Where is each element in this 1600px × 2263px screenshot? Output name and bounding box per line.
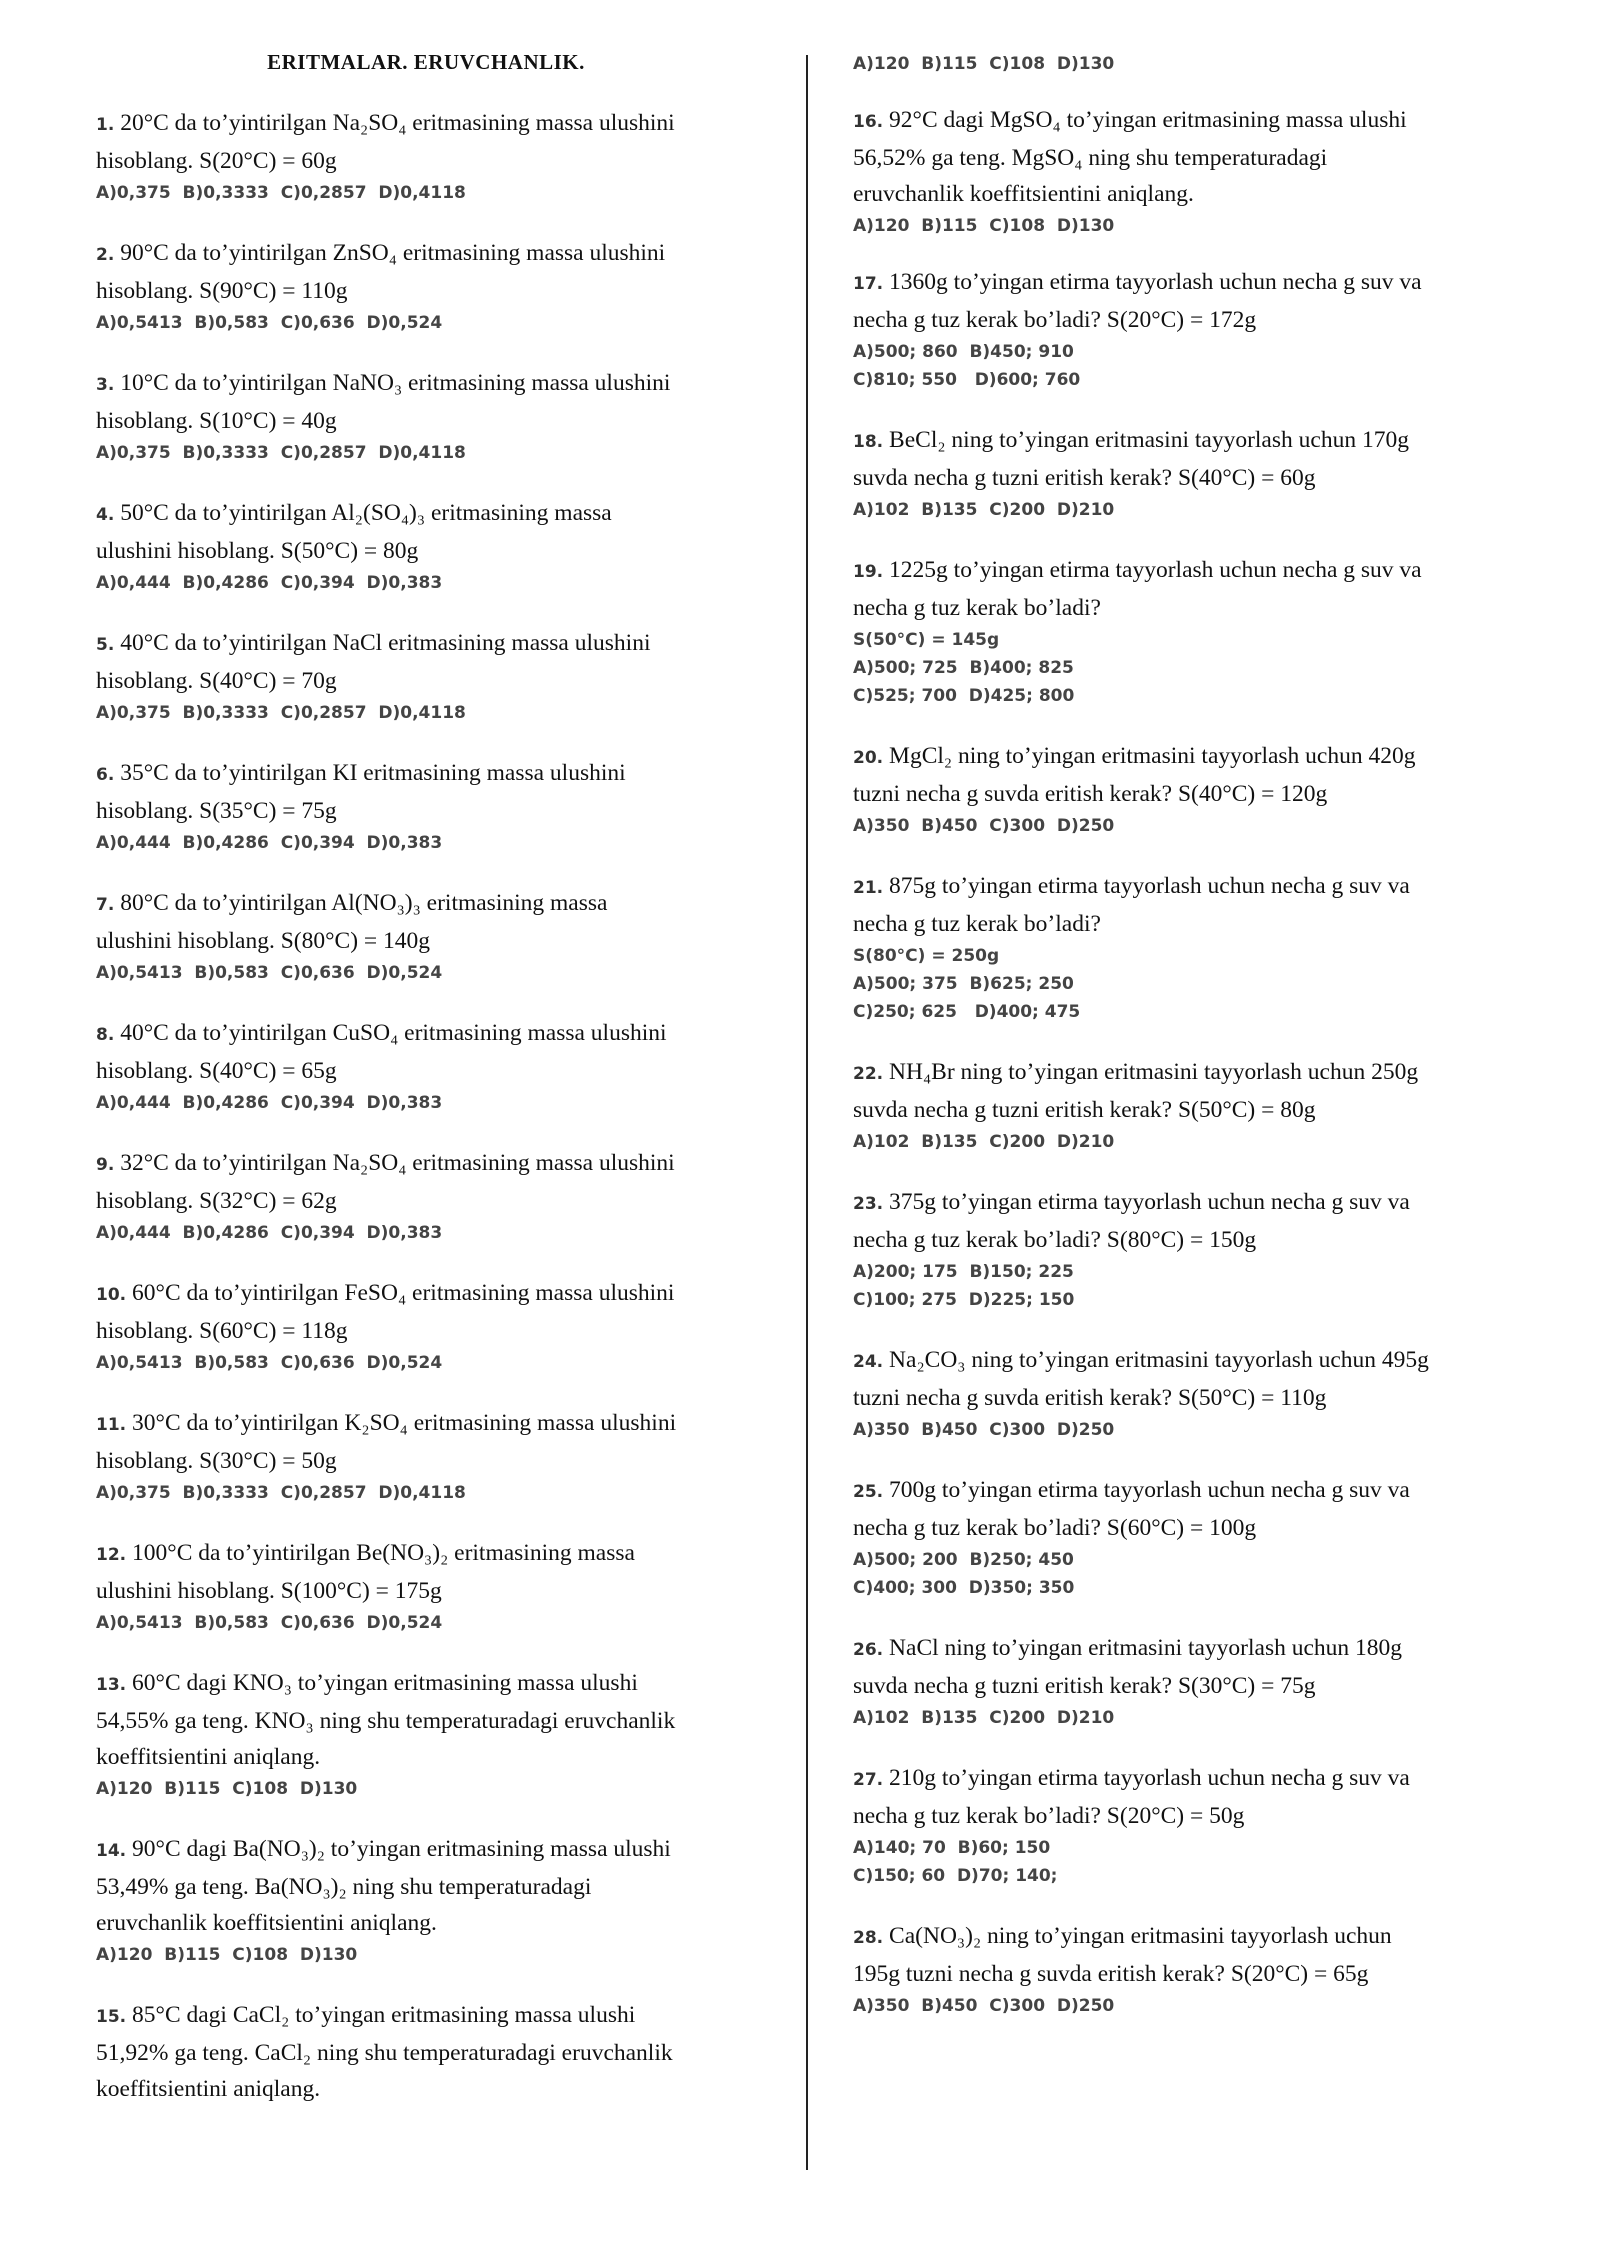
page-title: ERITMALAR. ERUVCHANLIK. (267, 50, 585, 74)
question-block (96, 885, 756, 987)
answer-options: A)0,5413 B)0,583 C)0,636 D)0,524 (96, 1613, 443, 1633)
question-line (853, 1054, 1523, 1092)
answer-options: A)120 B)115 C)108 D)130 (96, 1779, 358, 1799)
answer-options: C)100; 275 D)225; 150 (853, 1290, 1075, 1310)
question-line (96, 1183, 756, 1219)
question-block (96, 1145, 756, 1247)
answer-options: A)0,444 B)0,4286 C)0,394 D)0,383 (96, 1093, 443, 1113)
question-line (96, 105, 756, 143)
question-block (853, 1342, 1523, 1444)
question-line (96, 365, 756, 403)
answer-options: C)810; 550 D)600; 760 (853, 370, 1081, 390)
answer-options: A)0,5413 B)0,583 C)0,636 D)0,524 (96, 963, 443, 983)
question-number: 18. (853, 432, 890, 452)
question-line (853, 1184, 1523, 1222)
question-block (96, 1831, 756, 1969)
question-number: 12. (96, 1545, 133, 1565)
question-number: 17. (853, 274, 890, 294)
question-text: eruvchanlik koeffitsientini aniqlang. (96, 1910, 437, 1936)
question-number: 22. (853, 1064, 890, 1084)
question-line (853, 776, 1523, 812)
question-text: hisoblang. S(60°C) = 118g (96, 1318, 348, 1344)
question-line (96, 793, 756, 829)
right-question-list (853, 50, 1523, 2020)
question-block (96, 625, 756, 727)
question-line (96, 755, 756, 793)
question-number: 24. (853, 1352, 890, 1372)
question-number: 9. (96, 1155, 121, 1175)
answer-options: C)400; 300 D)350; 350 (853, 1578, 1075, 1598)
question-text: Ca(NO₃)₂ ning to’yingan eritmasini tayyorlash uchun (889, 1923, 1392, 1949)
question-number: 2. (96, 245, 121, 265)
question-block (96, 105, 756, 207)
answer-options: A)0,375 B)0,3333 C)0,2857 D)0,4118 (96, 183, 466, 203)
question-line (96, 2071, 756, 2107)
answer-options: A)140; 70 B)60; 150 (853, 1838, 1051, 1858)
question-text: necha g tuz kerak bo’ladi? S(80°C) = 150g (853, 1227, 1257, 1253)
question-text: tuzni necha g suvda eritish kerak? S(40°C) = 120g (853, 781, 1328, 807)
question-block (96, 1535, 756, 1637)
answer-options: C)525; 700 D)425; 800 (853, 686, 1075, 706)
question-line (853, 868, 1523, 906)
question-text: ulushini hisoblang. S(100°C) = 175g (96, 1578, 442, 1604)
question-text: 60°C da to’yintirilgan FeSO₄ eritmasining massa ulushini (132, 1280, 675, 1306)
question-text: NaCl ning to’yingan eritmasini tayyorlash uchun 180g (889, 1635, 1403, 1661)
question-number: 15. (96, 2007, 133, 2027)
question-line (96, 1665, 756, 1703)
question-text: necha g tuz kerak bo’ladi? (853, 595, 1101, 621)
question-block (96, 1405, 756, 1507)
question-number: 23. (853, 1194, 890, 1214)
answer-options: A)0,444 B)0,4286 C)0,394 D)0,383 (96, 1223, 443, 1243)
question-number: 3. (96, 375, 121, 395)
question-number: 11. (96, 1415, 133, 1435)
question-block (853, 50, 1523, 78)
answer-options: A)200; 175 B)150; 225 (853, 1262, 1074, 1282)
question-line (96, 273, 756, 309)
question-text: 40°C da to’yintirilgan CuSO₄ eritmasining massa ulushini (120, 1020, 667, 1046)
question-line (96, 1739, 756, 1775)
question-text: hisoblang. S(10°C) = 40g (96, 408, 337, 434)
question-number: 14. (96, 1841, 133, 1861)
question-text: 10°C da to’yintirilgan NaNO₃ eritmasining massa ulushini (120, 370, 671, 396)
question-line (853, 140, 1523, 176)
question-block (853, 552, 1523, 710)
answer-options: A)500; 725 B)400; 825 (853, 658, 1074, 678)
question-block (853, 738, 1523, 840)
question-line (96, 1145, 756, 1183)
question-number: 10. (96, 1285, 133, 1305)
question-number: 25. (853, 1482, 890, 1502)
question-text: hisoblang. S(40°C) = 70g (96, 668, 337, 694)
question-block (853, 102, 1523, 240)
question-line (853, 1956, 1523, 1992)
question-line (853, 302, 1523, 338)
question-text: koeffitsientini aniqlang. (96, 2076, 321, 2102)
question-line (853, 738, 1523, 776)
question-line (96, 885, 756, 923)
question-text: hisoblang. S(90°C) = 110g (96, 278, 348, 304)
question-block (96, 365, 756, 467)
question-line (853, 1760, 1523, 1798)
question-number: 4. (96, 505, 121, 525)
question-line (853, 1510, 1523, 1546)
answer-options: A)500; 375 B)625; 250 (853, 974, 1074, 994)
column-divider (806, 55, 808, 2170)
question-line (96, 143, 756, 179)
question-line (853, 590, 1523, 626)
question-text: 700g to’yingan etirma tayyorlash uchun necha g suv va (889, 1477, 1410, 1503)
question-text: 20°C da to’yintirilgan Na₂SO₄ eritmasining massa ulushini (120, 110, 675, 136)
question-number: 1. (96, 115, 121, 135)
question-line (96, 923, 756, 959)
question-text: NH₄Br ning to’yingan eritmasini tayyorlash uchun 250g (889, 1059, 1419, 1085)
answer-options: C)250; 625 D)400; 475 (853, 1002, 1081, 1022)
question-text: ulushini hisoblang. S(50°C) = 80g (96, 538, 419, 564)
question-line (853, 1092, 1523, 1128)
question-text: necha g tuz kerak bo’ladi? S(20°C) = 50g (853, 1803, 1245, 1829)
question-line (96, 1905, 756, 1941)
question-block (853, 1472, 1523, 1602)
question-text: 56,52% ga teng. MgSO₄ ning shu temperaturadagi (853, 145, 1328, 171)
question-text: 51,92% ga teng. CaCl₂ ning shu temperaturadagi eruvchanlik (96, 2040, 673, 2066)
question-line (853, 422, 1523, 460)
question-text: 92°C dagi MgSO₄ to’yingan eritmasining massa ulushi (889, 107, 1407, 133)
question-line (96, 403, 756, 439)
question-line (96, 1405, 756, 1443)
question-block (853, 264, 1523, 394)
question-line (96, 1015, 756, 1053)
question-number: 20. (853, 748, 890, 768)
question-text: 60°C dagi KNO₃ to’yingan eritmasining massa ulushi (132, 1670, 638, 1696)
question-text: 54,55% ga teng. KNO₃ ning shu temperaturadagi eruvchanlik (96, 1708, 676, 1734)
question-text: 90°C da to’yintirilgan ZnSO₄ eritmasining massa ulushini (120, 240, 666, 266)
answer-options: A)0,375 B)0,3333 C)0,2857 D)0,4118 (96, 1483, 466, 1503)
question-line (853, 1798, 1523, 1834)
question-text: suvda necha g tuzni eritish kerak? S(50°C) = 80g (853, 1097, 1316, 1123)
question-text: hisoblang. S(30°C) = 50g (96, 1448, 337, 1474)
question-line (853, 102, 1523, 140)
answer-options: A)102 B)135 C)200 D)210 (853, 500, 1115, 520)
question-block (853, 1630, 1523, 1732)
question-text: 53,49% ga teng. Ba(NO₃)₂ ning shu temperaturadagi (96, 1874, 592, 1900)
question-block (96, 495, 756, 597)
question-line (96, 235, 756, 273)
question-line (853, 176, 1523, 212)
answer-options: A)0,444 B)0,4286 C)0,394 D)0,383 (96, 573, 443, 593)
answer-options: A)350 B)450 C)300 D)250 (853, 1420, 1115, 1440)
question-text: 32°C da to’yintirilgan Na₂SO₄ eritmasining massa ulushini (120, 1150, 675, 1176)
question-block (96, 1275, 756, 1377)
question-text: tuzni necha g suvda eritish kerak? S(50°C) = 110g (853, 1385, 1327, 1411)
question-line (96, 1997, 756, 2035)
question-text: suvda necha g tuzni eritish kerak? S(30°C) = 75g (853, 1673, 1316, 1699)
question-text: 85°C dagi CaCl₂ to’yingan eritmasining massa ulushi (132, 2002, 636, 2028)
answer-options: A)350 B)450 C)300 D)250 (853, 816, 1115, 836)
answer-options: A)500; 860 B)450; 910 (853, 342, 1074, 362)
answer-options: A)102 B)135 C)200 D)210 (853, 1708, 1115, 1728)
question-text: eruvchanlik koeffitsientini aniqlang. (853, 181, 1194, 207)
answer-options: A)0,375 B)0,3333 C)0,2857 D)0,4118 (96, 703, 466, 723)
question-block (853, 422, 1523, 524)
question-line (853, 552, 1523, 590)
question-text: suvda necha g tuzni eritish kerak? S(40°C) = 60g (853, 465, 1316, 491)
question-block (96, 1015, 756, 1117)
question-text: 50°C da to’yintirilgan Al₂(SO₄)₃ eritmasining massa (120, 500, 612, 526)
question-line (96, 1703, 756, 1739)
answer-options: A)0,444 B)0,4286 C)0,394 D)0,383 (96, 833, 443, 853)
question-line (96, 1831, 756, 1869)
question-block (853, 1054, 1523, 1156)
question-line (853, 1918, 1523, 1956)
answer-options: A)120 B)115 C)108 D)130 (853, 54, 1115, 74)
answer-options: A)102 B)135 C)200 D)210 (853, 1132, 1115, 1152)
answer-options: A)0,5413 B)0,583 C)0,636 D)0,524 (96, 313, 443, 333)
question-number: 19. (853, 562, 890, 582)
question-text: BeCl₂ ning to’yingan eritmasini tayyorlash uchun 170g (889, 427, 1409, 453)
question-text: 90°C dagi Ba(NO₃)₂ to’yingan eritmasining massa ulushi (132, 1836, 671, 1862)
question-line (96, 625, 756, 663)
question-text: 210g to’yingan etirma tayyorlash uchun necha g suv va (889, 1765, 1410, 1791)
question-line (96, 1053, 756, 1089)
question-block (96, 1997, 756, 2107)
question-text: necha g tuz kerak bo’ladi? (853, 911, 1101, 937)
question-block (96, 1665, 756, 1803)
answer-options: A)0,375 B)0,3333 C)0,2857 D)0,4118 (96, 443, 466, 463)
question-line (853, 1380, 1523, 1416)
answer-options: A)350 B)450 C)300 D)250 (853, 1996, 1115, 2016)
answer-options: A)0,5413 B)0,583 C)0,636 D)0,524 (96, 1353, 443, 1373)
question-line (96, 663, 756, 699)
question-text: 375g to’yingan etirma tayyorlash uchun necha g suv va (889, 1189, 1410, 1215)
question-text: 195g tuzni necha g suvda eritish kerak? S(20°C) = 65g (853, 1961, 1369, 1987)
question-text: 100°C da to’yintirilgan Be(NO₃)₂ eritmasining massa (132, 1540, 635, 1566)
question-line (853, 1222, 1523, 1258)
question-text: hisoblang. S(20°C) = 60g (96, 148, 337, 174)
question-line (96, 1869, 756, 1905)
question-text: necha g tuz kerak bo’ladi? S(20°C) = 172g (853, 307, 1257, 333)
answer-options: A)500; 200 B)250; 450 (853, 1550, 1074, 1570)
question-text: hisoblang. S(35°C) = 75g (96, 798, 337, 824)
answer-options: A)120 B)115 C)108 D)130 (96, 1945, 358, 1965)
question-text: necha g tuz kerak bo’ladi? S(60°C) = 100g (853, 1515, 1257, 1541)
question-number: 8. (96, 1025, 121, 1045)
question-block (853, 1184, 1523, 1314)
question-line (853, 1472, 1523, 1510)
question-line (96, 1443, 756, 1479)
question-text: 1225g to’yingan etirma tayyorlash uchun necha g suv va (889, 557, 1422, 583)
question-text: hisoblang. S(40°C) = 65g (96, 1058, 337, 1084)
question-text: 40°C da to’yintirilgan NaCl eritmasining massa ulushini (120, 630, 651, 656)
question-number: 6. (96, 765, 121, 785)
question-text: 30°C da to’yintirilgan K₂SO₄ eritmasining massa ulushini (132, 1410, 677, 1436)
question-line (96, 2035, 756, 2071)
question-line (853, 1668, 1523, 1704)
left-column (96, 50, 756, 2107)
answer-options: C)150; 60 D)70; 140; (853, 1866, 1058, 1886)
question-block (853, 868, 1523, 1026)
right-column (853, 50, 1523, 2020)
question-number: 28. (853, 1928, 890, 1948)
question-line (853, 1630, 1523, 1668)
question-line (96, 1313, 756, 1349)
answer-options: A)120 B)115 C)108 D)130 (853, 216, 1115, 236)
question-number: 13. (96, 1675, 133, 1695)
question-text: 35°C da to’yintirilgan KI eritmasining massa ulushini (120, 760, 626, 786)
question-line (853, 906, 1523, 942)
question-line (96, 495, 756, 533)
question-text: 1360g to’yingan etirma tayyorlash uchun necha g suv va (889, 269, 1422, 295)
question-number: 7. (96, 895, 121, 915)
question-line (853, 1342, 1523, 1380)
question-line (853, 264, 1523, 302)
question-text: Na₂CO₃ ning to’yingan eritmasini tayyorlash uchun 495g (889, 1347, 1429, 1373)
question-line (853, 460, 1523, 496)
question-line (96, 1573, 756, 1609)
question-block (853, 1918, 1523, 2020)
question-block (96, 755, 756, 857)
answer-options: S(50°C) = 145g (853, 630, 1000, 650)
answer-options: S(80°C) = 250g (853, 946, 1000, 966)
question-text: koeffitsientini aniqlang. (96, 1744, 321, 1770)
question-number: 26. (853, 1640, 890, 1660)
question-line (96, 1535, 756, 1573)
question-number: 21. (853, 878, 890, 898)
question-text: 80°C da to’yintirilgan Al(NO₃)₃ eritmasining massa (120, 890, 608, 916)
question-block (853, 1760, 1523, 1890)
question-text: hisoblang. S(32°C) = 62g (96, 1188, 337, 1214)
question-number: 5. (96, 635, 121, 655)
question-text: MgCl₂ ning to’yingan eritmasini tayyorlash uchun 420g (889, 743, 1416, 769)
question-number: 27. (853, 1770, 890, 1790)
question-text: 875g to’yingan etirma tayyorlash uchun necha g suv va (889, 873, 1410, 899)
left-question-list (96, 105, 756, 2107)
question-line (96, 533, 756, 569)
question-text: ulushini hisoblang. S(80°C) = 140g (96, 928, 431, 954)
question-number: 16. (853, 112, 890, 132)
question-line (96, 1275, 756, 1313)
question-block (96, 235, 756, 337)
